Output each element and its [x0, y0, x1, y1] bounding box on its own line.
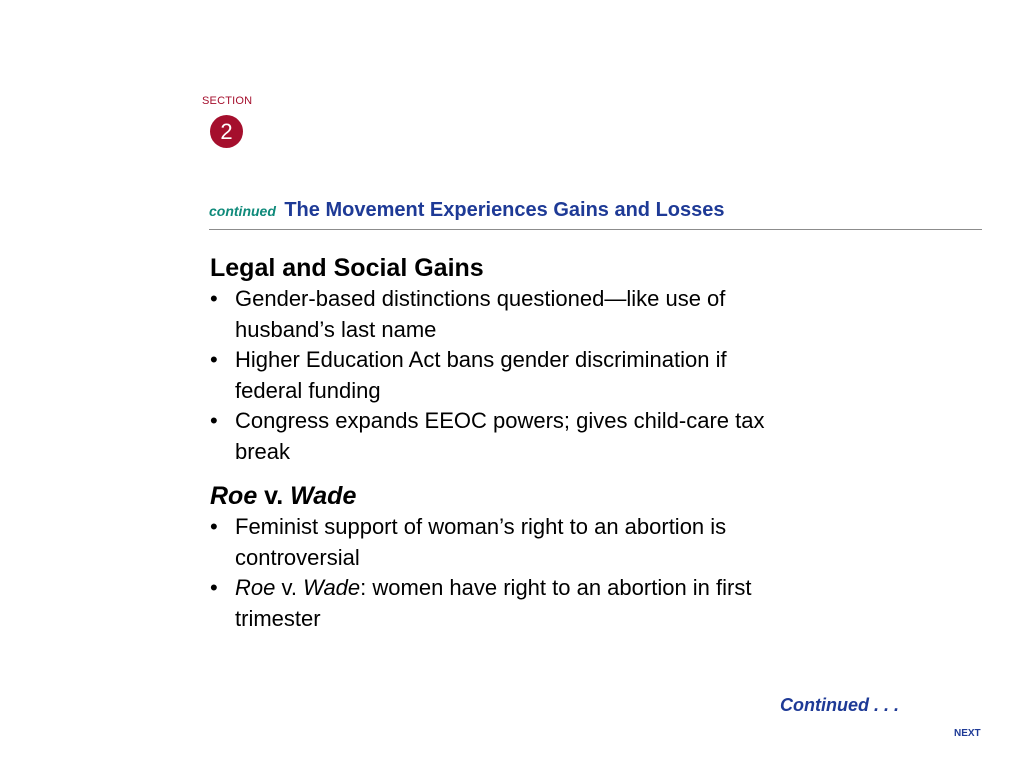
case-roe: Roe: [235, 575, 276, 600]
heading-v: v.: [257, 482, 291, 510]
next-button[interactable]: NEXT: [954, 728, 981, 739]
section-number-badge: 2: [210, 115, 243, 148]
header-divider: [209, 229, 982, 230]
list-item-text: Congress expands EEOC powers; gives child-care tax break: [235, 408, 765, 464]
list-item-text: Higher Education Act bans gender discrimination if federal funding: [235, 347, 727, 403]
slide-title: The Movement Experiences Gains and Losses: [284, 199, 725, 221]
bullet-icon: •: [210, 575, 218, 600]
bullet-icon: •: [210, 514, 218, 539]
footer-continued: Continued . . .: [780, 695, 899, 715]
list-item-text: Gender-based distinctions questioned—like use of husband’s last name: [235, 286, 726, 342]
bullet-icon: •: [210, 347, 218, 372]
slide-content: [210, 252, 770, 634]
list-item: [210, 345, 770, 406]
list-item-text: Feminist support of woman’s right to an abortion is controversial: [235, 514, 727, 570]
list-item-text: : women have right to an abortion in first trimester: [235, 575, 752, 631]
heading-roe-v-wade: [210, 480, 770, 512]
heading-roe: Roe: [210, 482, 258, 510]
list-item: [210, 406, 770, 467]
case-v: v.: [275, 575, 304, 600]
continued-label: continued: [209, 203, 276, 219]
case-wade: Wade: [303, 575, 361, 600]
roe-list: [210, 512, 770, 634]
heading-legal-social-gains: Legal and Social Gains: [210, 254, 484, 282]
list-item: [210, 573, 770, 634]
heading-wade: Wade: [290, 482, 357, 510]
bullet-icon: •: [210, 408, 218, 433]
list-item: [210, 512, 770, 573]
gains-list: [210, 284, 770, 467]
bullet-icon: •: [210, 286, 218, 311]
slide-header: [209, 199, 725, 222]
list-item: [210, 284, 770, 345]
section-label: SECTION: [202, 95, 253, 107]
